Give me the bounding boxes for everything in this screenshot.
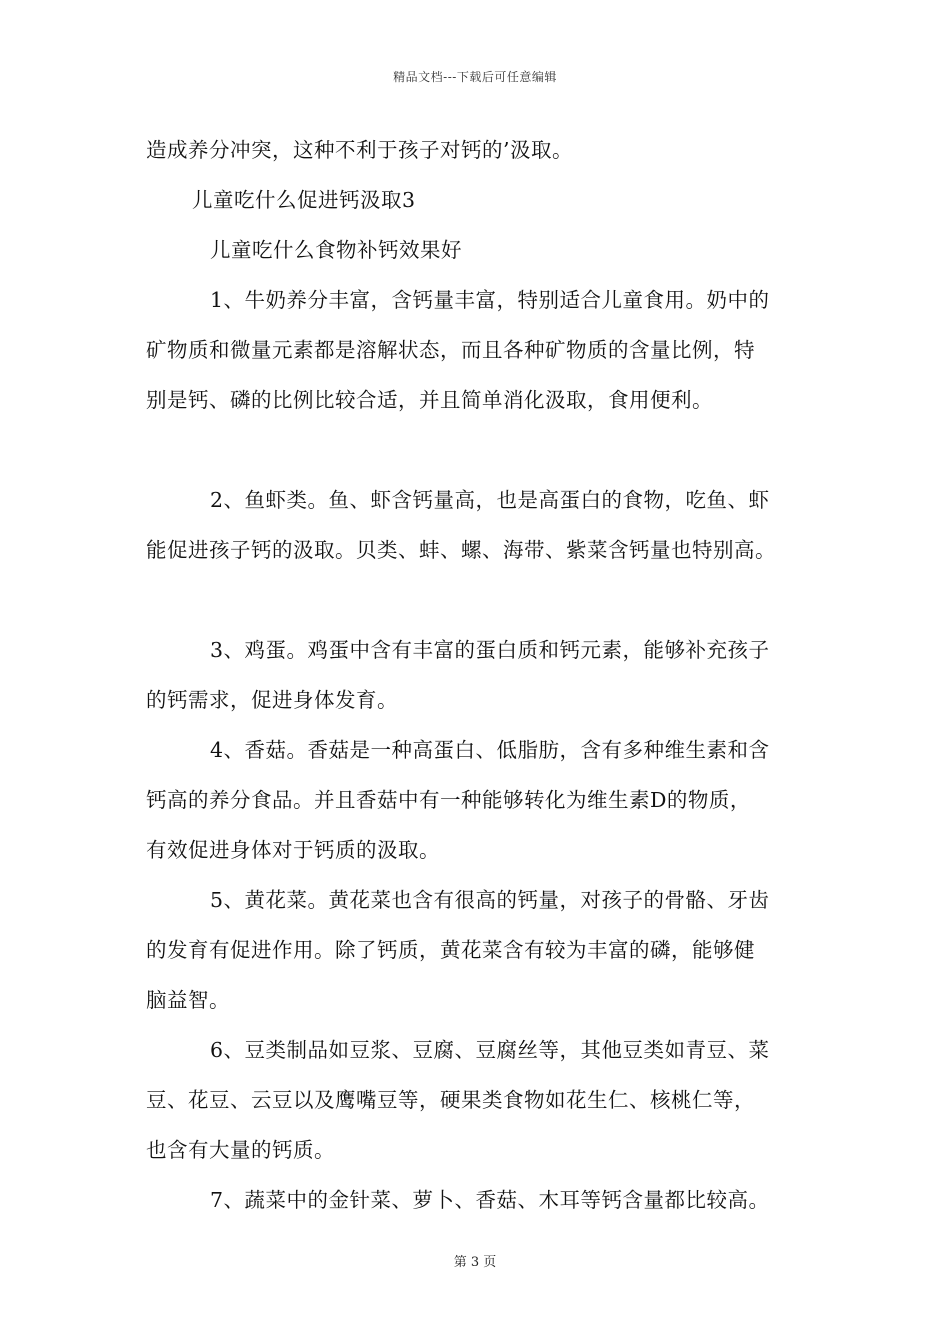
body-line: 能促进孩子钙的汲取。贝类、蚌、螺、海带、紫菜含钙量也特别高。: [146, 538, 776, 562]
section-heading: 儿童吃什么促进钙汲取3: [192, 188, 416, 212]
page-header: 精品文档---下载后可任意编辑: [393, 70, 557, 84]
body-line: 6、豆类制品如豆浆、豆腐、豆腐丝等，其他豆类如青豆、菜: [210, 1038, 770, 1062]
body-line: 造成养分冲突，这种不利于孩子对钙的’汲取。: [146, 138, 574, 162]
body-line: 有效促进身体对于钙质的汲取。: [146, 838, 440, 862]
body-line: 4、香菇。香菇是一种高蛋白、低脂肪，含有多种维生素和含: [210, 738, 770, 762]
page-number: 第 3 页: [453, 1255, 497, 1270]
body-line: 矿物质和微量元素都是溶解状态，而且各种矿物质的含量比例，特: [146, 338, 755, 362]
body-line: 3、鸡蛋。鸡蛋中含有丰富的蛋白质和钙元素，能够补充孩子: [210, 638, 770, 662]
body-line: 7、蔬菜中的金针菜、萝卜、香菇、木耳等钙含量都比较高。: [210, 1188, 770, 1212]
body-line: 的发育有促进作用。除了钙质，黄花菜含有较为丰富的磷，能够健: [146, 938, 755, 962]
body-line: 别是钙、磷的比例比较合适，并且简单消化汲取，食用便利。: [146, 388, 713, 412]
body-line: 脑益智。: [146, 988, 230, 1012]
subheading: 儿童吃什么食物补钙效果好: [210, 238, 462, 262]
body-line: 也含有大量的钙质。: [146, 1138, 335, 1162]
body-line: 钙高的养分食品。并且香菇中有一种能够转化为维生素D的物质，: [146, 788, 751, 812]
body-line: 5、黄花菜。黄花菜也含有很高的钙量，对孩子的骨骼、牙齿: [210, 888, 770, 912]
body-line: 豆、花豆、云豆以及鹰嘴豆等，硬果类食物如花生仁、核桃仁等，: [146, 1088, 755, 1112]
body-line: 2、鱼虾类。鱼、虾含钙量高，也是高蛋白的食物，吃鱼、虾: [210, 488, 770, 512]
body-line: 1、牛奶养分丰富，含钙量丰富，特别适合儿童食用。奶中的: [210, 288, 770, 312]
body-line: 的钙需求，促进身体发育。: [146, 688, 398, 712]
